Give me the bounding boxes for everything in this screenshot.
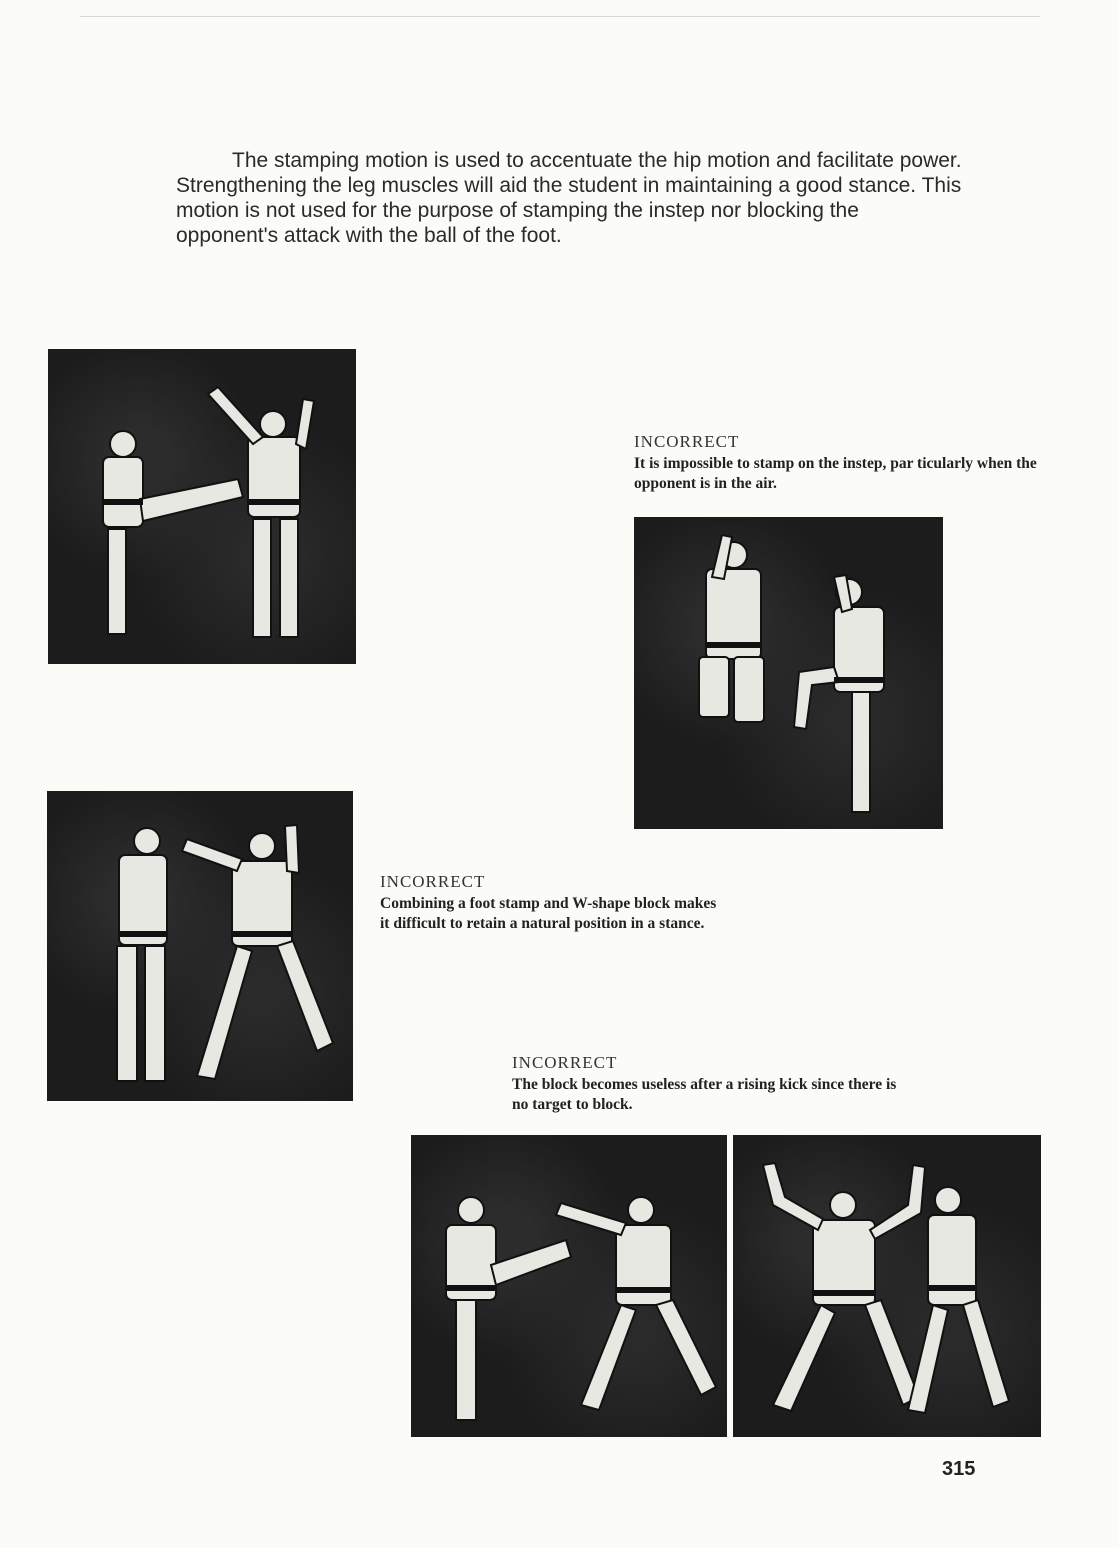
caption-instep <box>634 432 1039 494</box>
figures-stamping-kick <box>48 349 356 664</box>
caption-heading: INCORRECT <box>634 432 740 451</box>
figures-w-shape-block <box>47 791 353 1101</box>
caption-heading: INCORRECT <box>512 1053 618 1072</box>
intro-paragraph: The stamping motion is used to accentuate the hip motion and facilitate power. Strengthening the leg muscles will aid the student in maintaining a good stance. This motion is not used for the purpose of stamping the instep nor blocking the opponent's attack with the ball of the foot. <box>176 149 962 247</box>
caption-text: The block becomes useless after a rising kick since there is no target to block. <box>512 1076 897 1113</box>
caption-w-shape-block <box>380 872 720 934</box>
photo-jumping-opponent <box>634 517 943 829</box>
page-number: 315 <box>942 1458 976 1480</box>
photo-useless-block <box>733 1135 1041 1437</box>
figures-jumping-opponent <box>634 517 943 829</box>
figures-useless-block <box>733 1135 1041 1437</box>
photo-rising-kick <box>411 1135 727 1437</box>
photo-stamping-kick <box>48 349 356 664</box>
caption-text: It is impossible to stamp on the instep, par ticularly when the opponent is in the air. <box>634 455 1037 492</box>
photo-w-shape-block <box>47 791 353 1101</box>
figures-rising-kick <box>411 1135 727 1437</box>
caption-heading: INCORRECT <box>380 872 486 891</box>
caption-rising-kick <box>512 1053 902 1115</box>
caption-text: Combining a foot stamp and W-shape block makes it difficult to retain a natural position in a stance. <box>380 895 717 932</box>
page-top-rule <box>80 16 1040 17</box>
